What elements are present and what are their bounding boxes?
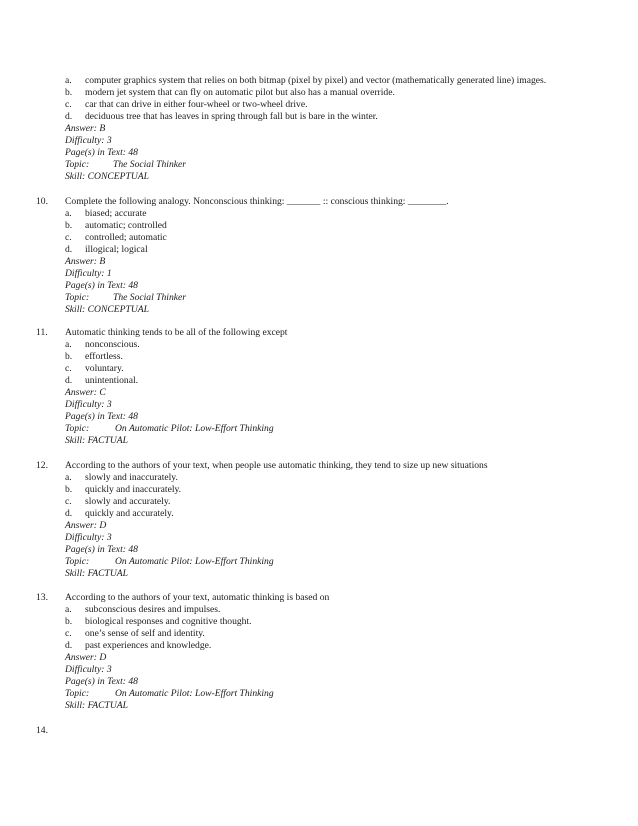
option-text: subconscious desires and impulses.: [85, 604, 221, 615]
option-letter: b.: [65, 220, 73, 231]
option-letter: c.: [65, 363, 72, 374]
option-text: past experiences and knowledge.: [85, 640, 212, 651]
option-letter: d.: [65, 640, 73, 651]
option-letter: c.: [65, 232, 72, 243]
option-text: slowly and inaccurately.: [85, 472, 178, 483]
question-stem: Complete the following analogy. Nonconscious thinking: _______ :: conscious thinking: ________.: [65, 196, 449, 207]
question-number: 11.: [36, 327, 48, 338]
pages-line: Page(s) in Text: 48: [65, 280, 138, 291]
skill-line: Skill: FACTUAL: [65, 700, 128, 711]
option-text: deciduous tree that has leaves in spring through fall but is bare in the winter.: [85, 111, 378, 122]
answer-line: Answer: D: [65, 520, 107, 531]
skill-line: Skill: CONCEPTUAL: [65, 304, 149, 315]
topic-label: Topic:: [65, 292, 90, 303]
option-letter: c.: [65, 628, 72, 639]
option-letter: a.: [65, 472, 72, 483]
option-letter: b.: [65, 87, 73, 98]
option-text: one’s sense of self and identity.: [85, 628, 205, 639]
pages-line: Page(s) in Text: 48: [65, 676, 138, 687]
option-text: quickly and inaccurately.: [85, 484, 182, 495]
topic-label: Topic:: [65, 688, 90, 699]
option-text: automatic; controlled: [85, 220, 167, 231]
answer-line: Answer: C: [65, 387, 106, 398]
option-letter: a.: [65, 75, 72, 86]
answer-line: Answer: D: [65, 652, 107, 663]
option-text: unintentional.: [85, 375, 139, 386]
option-text: computer graphics system that relies on both bitmap (pixel by pixel) and vector (mathematically generated line) images.: [85, 75, 547, 86]
option-letter: b.: [65, 351, 73, 362]
question-number: 13.: [36, 592, 48, 603]
topic-label: Topic:: [65, 423, 90, 434]
topic-line: [65, 292, 187, 304]
option-text: car that can drive in either four-wheel or two-wheel drive.: [85, 99, 308, 110]
option-letter: c.: [65, 99, 72, 110]
difficulty-line: Difficulty: 3: [65, 532, 112, 543]
topic-line: [65, 556, 274, 568]
question-stem: Automatic thinking tends to be all of the following except: [65, 327, 288, 338]
option-letter: d.: [65, 375, 73, 386]
topic-label: Topic:: [65, 556, 90, 567]
topic-value: The Social Thinker: [113, 292, 187, 303]
difficulty-line: Difficulty: 1: [65, 268, 112, 279]
pages-line: Page(s) in Text: 48: [65, 411, 138, 422]
option-letter: d.: [65, 111, 73, 122]
question-stem: According to the authors of your text, when people use automatic thinking, they tend to size up new situations: [65, 460, 488, 471]
option-text: quickly and accurately.: [85, 508, 174, 519]
topic-value: On Automatic Pilot: Low-Effort Thinking: [115, 688, 274, 699]
skill-line: Skill: CONCEPTUAL: [65, 171, 149, 182]
difficulty-line: Difficulty: 3: [65, 399, 112, 410]
option-letter: a.: [65, 604, 72, 615]
skill-line: Skill: FACTUAL: [65, 435, 128, 446]
option-text: effortless.: [85, 351, 123, 362]
option-text: biased; accurate: [85, 208, 147, 219]
option-letter: d.: [65, 244, 73, 255]
question-number: 12.: [36, 460, 48, 471]
pages-line: Page(s) in Text: 48: [65, 544, 138, 555]
option-letter: b.: [65, 484, 73, 495]
answer-line: Answer: B: [65, 123, 106, 134]
topic-value: On Automatic Pilot: Low-Effort Thinking: [115, 556, 274, 567]
option-text: nonconscious.: [85, 339, 140, 350]
option-text: slowly and accurately.: [85, 496, 171, 507]
question-number: 10.: [36, 196, 48, 207]
question-number: 14.: [36, 725, 48, 736]
option-letter: a.: [65, 208, 72, 219]
option-text: voluntary.: [85, 363, 124, 374]
topic-value: The Social Thinker: [113, 159, 187, 170]
skill-line: Skill: FACTUAL: [65, 568, 128, 579]
option-letter: a.: [65, 339, 72, 350]
difficulty-line: Difficulty: 3: [65, 135, 112, 146]
question-stem: According to the authors of your text, automatic thinking is based on: [65, 592, 330, 603]
option-text: modern jet system that can fly on automatic pilot but also has a manual override.: [85, 87, 395, 98]
topic-line: [65, 159, 187, 171]
difficulty-line: Difficulty: 3: [65, 664, 112, 675]
option-letter: c.: [65, 496, 72, 507]
topic-value: On Automatic Pilot: Low-Effort Thinking: [115, 423, 274, 434]
topic-label: Topic:: [65, 159, 90, 170]
option-text: biological responses and cognitive thought.: [85, 616, 252, 627]
pages-line: Page(s) in Text: 48: [65, 147, 138, 158]
topic-line: [65, 423, 274, 435]
option-letter: b.: [65, 616, 73, 627]
topic-line: [65, 688, 274, 700]
option-text: illogical; logical: [85, 244, 148, 255]
option-text: controlled; automatic: [85, 232, 167, 243]
option-letter: d.: [65, 508, 73, 519]
answer-line: Answer: B: [65, 256, 106, 267]
